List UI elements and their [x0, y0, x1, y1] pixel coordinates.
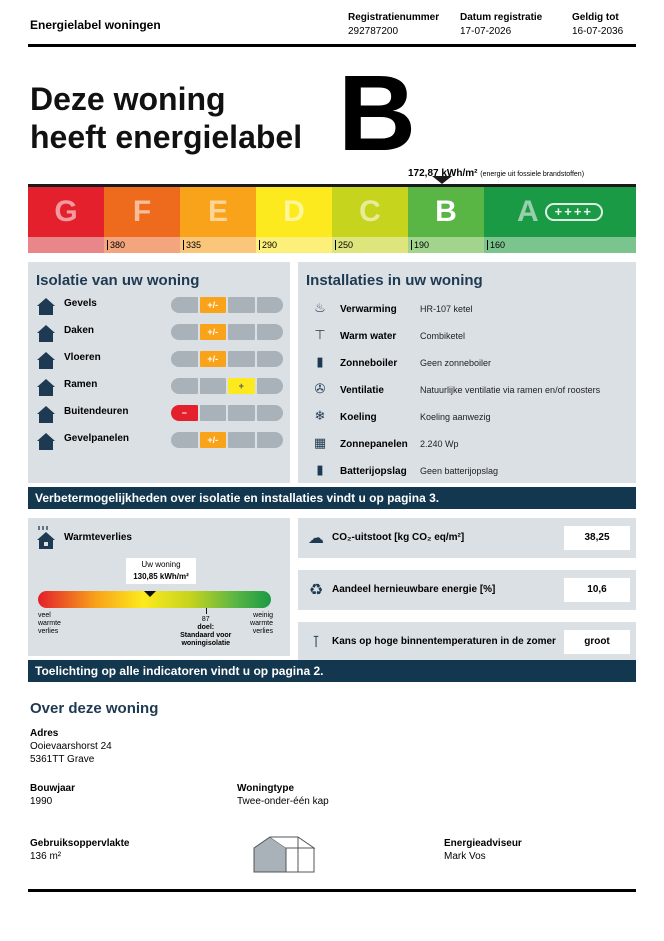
valid-until	[572, 11, 623, 39]
indicator-label: Kans op hoge binnentemperaturen in de zomer	[332, 636, 556, 647]
rating-mark: +/-	[200, 351, 227, 367]
installation-row-value: 2.240 Wp	[420, 439, 459, 449]
rating-segment	[257, 405, 284, 421]
energy-band-threshold	[180, 237, 256, 253]
registration-date-label: Datum registratie	[460, 12, 543, 23]
isolation-rating-bar	[171, 378, 283, 394]
registration-number	[348, 11, 439, 39]
rating-mark: +/-	[200, 432, 227, 448]
address-city: 5361TT Grave	[30, 754, 95, 765]
installation-row-value: Koeling aanwezig	[420, 412, 491, 422]
rating-segment	[257, 378, 284, 394]
installation-row-label: Zonnepanelen	[340, 439, 408, 450]
rating-mark: +	[228, 378, 255, 394]
isolation-rating-bar	[171, 351, 283, 367]
isolation-rating-bar	[171, 432, 283, 448]
isolation-rating-bar	[171, 324, 283, 340]
heat-loss-target-tick	[206, 608, 207, 614]
threshold-value: 335	[183, 240, 201, 250]
energy-label-letter: B	[338, 52, 416, 173]
energy-band-e: E	[180, 187, 256, 237]
energy-band-threshold	[104, 237, 180, 253]
indicator-value: groot	[564, 630, 630, 654]
about-title: Over deze woning	[30, 700, 159, 717]
flame-icon: ♨	[314, 301, 326, 316]
address-block	[30, 727, 112, 766]
tap-icon: ⊤	[314, 328, 326, 343]
rating-segment	[171, 378, 198, 394]
isolation-rating-bar	[171, 297, 283, 313]
solar-boiler-icon: ▮	[316, 355, 324, 370]
installation-row-label: Zonneboiler	[340, 358, 398, 369]
energy-band-a-letter: A	[516, 195, 539, 228]
isolation-rating-bar	[171, 405, 283, 421]
threshold-value: 160	[487, 240, 505, 250]
fan-icon: ✇	[314, 382, 326, 397]
rating-segment	[200, 378, 227, 394]
tooltip-value: 130,85 kWh/m²	[133, 572, 189, 581]
renewable-icon: ♻	[308, 580, 324, 599]
isolation-row-label: Ramen	[64, 379, 98, 390]
installation-row-value: Combiketel	[420, 331, 466, 341]
build-year-label: Bouwjaar	[30, 783, 76, 794]
valid-until-label: Geldig tot	[572, 12, 619, 23]
snowflake-icon: ❄	[314, 409, 326, 424]
valid-until-value: 16-07-2036	[572, 26, 624, 37]
header-divider	[28, 44, 636, 47]
house-icon	[36, 377, 56, 397]
registration-number-label: Registratienummer	[348, 12, 440, 23]
installations-panel	[298, 262, 636, 483]
rating-mark: +/-	[200, 297, 227, 313]
installation-row-value: Geen zonneboiler	[420, 358, 492, 368]
rating-mark: +/-	[200, 324, 227, 340]
registration-date	[460, 11, 542, 39]
footer-divider	[28, 889, 636, 892]
rating-segment	[171, 324, 198, 340]
rating-segment	[228, 405, 255, 421]
house-icon	[36, 404, 56, 424]
improvements-banner: Verbetermogelijkheden over isolatie en installaties vindt u op pagina 3.	[28, 487, 636, 509]
rating-segment	[257, 351, 284, 367]
heat-loss-target	[176, 616, 236, 648]
house-type-block	[237, 782, 329, 808]
isolation-title: Isolatie van uw woning	[36, 272, 200, 289]
isolation-panel	[28, 262, 290, 483]
installation-row-label: Batterijopslag	[340, 466, 407, 477]
house-type-label: Woningtype	[237, 783, 295, 794]
installation-row-label: Ventilatie	[340, 385, 384, 396]
rating-mark: −	[171, 405, 198, 421]
rating-segment	[228, 432, 255, 448]
battery-icon: ▮	[316, 463, 324, 478]
energy-band-d: D	[256, 187, 332, 237]
house-icon	[36, 350, 56, 370]
build-year-block	[30, 782, 75, 808]
indicator-label: Aandeel hernieuwbare energie [%]	[332, 584, 496, 595]
indicator-row	[298, 518, 636, 558]
isolation-row-label: Gevelpanelen	[64, 433, 130, 444]
floor-area-block	[30, 837, 129, 863]
heat-loss-target-value: 87	[201, 616, 210, 623]
threshold-value: 380	[107, 240, 125, 250]
installation-row-label: Verwarming	[340, 304, 397, 315]
advisor-block	[444, 837, 522, 863]
installation-row-value: Natuurlijke ventilatie via ramen en/of roosters	[420, 385, 601, 395]
registration-date-value: 17-07-2026	[460, 26, 512, 37]
heat-loss-tooltip	[126, 558, 196, 584]
indicator-label: CO₂-uitstoot [kg CO₂ eq/m²]	[332, 532, 465, 543]
rating-segment	[200, 405, 227, 421]
house-type-value: Twee-onder-één kap	[237, 796, 329, 807]
installation-row-label: Koeling	[340, 412, 377, 423]
floor-area-value: 136 m²	[30, 851, 62, 862]
solar-panel-icon: ▦	[313, 436, 327, 451]
indicator-row	[298, 570, 636, 610]
heat-loss-target-label: doel: Standaard voor woningisolatie	[180, 624, 232, 647]
energy-band-threshold	[408, 237, 484, 253]
installations-title: Installaties in uw woning	[306, 272, 483, 289]
heat-loss-panel	[28, 518, 290, 656]
heat-loss-left-label: veel warmte verlies	[38, 612, 61, 635]
threshold-value: 290	[259, 240, 277, 250]
energy-band-a	[484, 187, 636, 237]
rating-segment	[228, 324, 255, 340]
energy-value-note: (energie uit fossiele brandstoffen)	[480, 171, 585, 178]
energy-band-a-plus: ++++	[545, 203, 603, 221]
floor-area-label: Gebruiksoppervlakte	[30, 838, 130, 849]
threshold-value: 250	[335, 240, 353, 250]
energy-band-f: F	[104, 187, 180, 237]
address-label: Adres	[30, 728, 59, 739]
rating-segment	[228, 297, 255, 313]
rating-segment	[257, 324, 284, 340]
energy-band-threshold	[484, 237, 636, 253]
indicator-value: 10,6	[564, 578, 630, 602]
house-icon	[36, 296, 56, 316]
indicator-value: 38,25	[564, 526, 630, 550]
isolation-row-label: Daken	[64, 325, 95, 336]
house-icon	[36, 323, 56, 343]
hero-line-2: heeft energielabel	[30, 119, 303, 155]
rating-segment	[257, 297, 284, 313]
energy-band-c: C	[332, 187, 408, 237]
heat-loss-marker	[144, 591, 156, 597]
heat-loss-right-label: weinig warmte verlies	[250, 612, 273, 635]
installation-row-label: Warm water	[340, 331, 397, 342]
rating-segment	[171, 297, 198, 313]
address-street: Ooievaarshorst 24	[30, 741, 112, 752]
semi-detached-house-icon	[252, 834, 318, 874]
isolation-row-label: Gevels	[64, 298, 97, 309]
label-pointer	[432, 176, 452, 184]
energy-band-threshold	[256, 237, 332, 253]
energy-value-number: 172,87 kWh/m²	[408, 168, 478, 179]
advisor-value: Mark Vos	[444, 851, 486, 862]
rating-segment	[171, 351, 198, 367]
thermometer-icon: ⊺	[311, 632, 321, 651]
energy-band-b: B	[408, 187, 484, 237]
hero-line-1: Deze woning	[30, 81, 226, 117]
threshold-value: 190	[411, 240, 429, 250]
heat-loss-icon	[36, 524, 56, 550]
hero-heading	[30, 80, 302, 156]
energy-band-threshold	[332, 237, 408, 253]
advisor-label: Energieadviseur	[444, 838, 522, 849]
energy-band-threshold	[28, 237, 104, 253]
indicator-row	[298, 622, 636, 662]
rating-segment	[228, 351, 255, 367]
document-title: Energielabel woningen	[30, 18, 161, 32]
rating-segment	[257, 432, 284, 448]
rating-segment	[171, 432, 198, 448]
heat-loss-title: Warmteverlies	[64, 532, 132, 543]
installation-row-value: HR-107 ketel	[420, 304, 473, 314]
co2-cloud-icon: ☁	[308, 528, 324, 547]
house-icon	[36, 431, 56, 451]
tooltip-label: Uw woning	[141, 560, 181, 569]
isolation-row-label: Buitendeuren	[64, 406, 129, 417]
indicators-banner: Toelichting op alle indicatoren vindt u op pagina 2.	[28, 660, 636, 682]
registration-number-value: 292787200	[348, 26, 399, 37]
build-year-value: 1990	[30, 796, 53, 807]
isolation-row-label: Vloeren	[64, 352, 101, 363]
installation-row-value: Geen batterijopslag	[420, 466, 499, 476]
energy-band-g: G	[28, 187, 104, 237]
